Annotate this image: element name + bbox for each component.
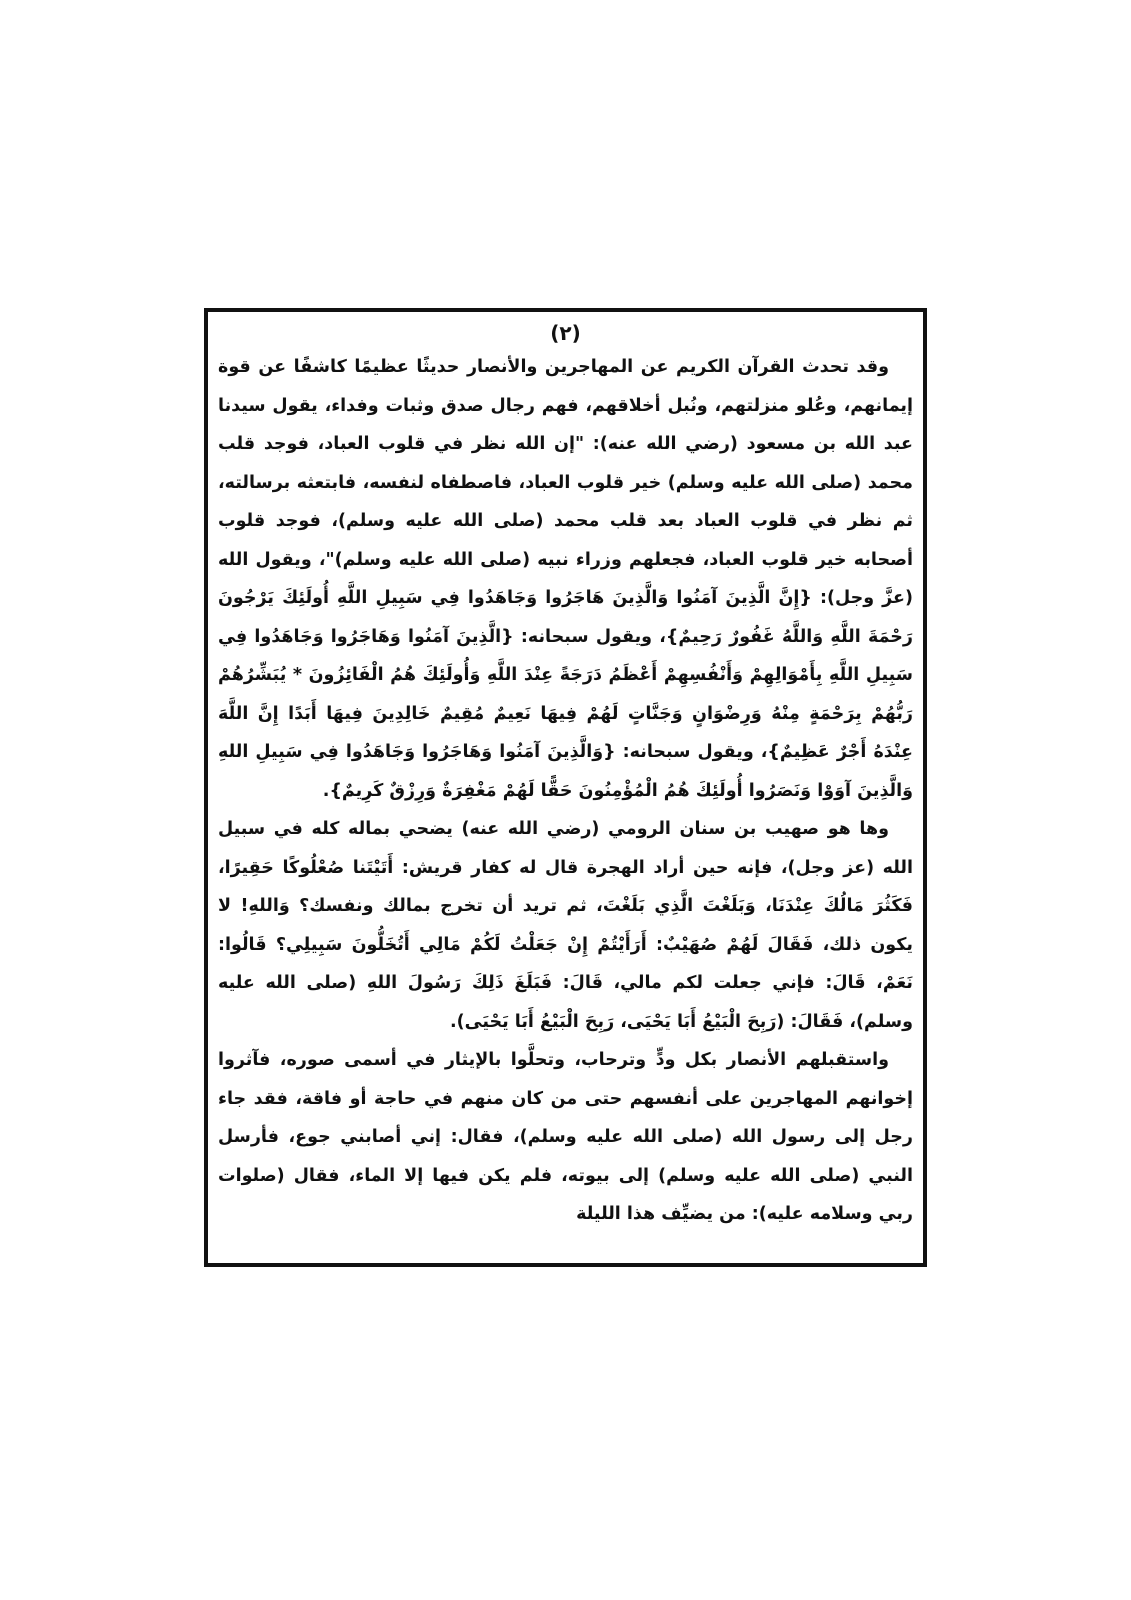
paragraph-muhajirun-ansar: وقد تحدث القرآن الكريم عن المهاجرين والأنصار حديثًا عظيمًا كاشفًا عن قوة إيمانهم، وعُلو منزلتهم، ونُبل أخلاقهم، فهم رجال صدق وثبات وفداء، يقول سيدنا عبد الله بن مسعود (رضي الله عنه): "إن الله نظر في قلوب العباد، فوجد قلب محمد (صلى الله عليه وسلم) خير قلوب العباد، فاصطفاه لنفسه، فابتعثه برسالته، ثم نظر في قلوب العباد بعد قلب محمد (صلى الله عليه وسلم)، فوجد قلوب أصحابه خير قلوب العباد، فجعلهم وزراء نبيه (صلى الله عليه وسلم)"، ويقول الله (عزَّ وجل): {إِنَّ الَّذِينَ آمَنُوا وَالَّذِينَ هَاجَرُوا وَجَاهَدُوا فِي سَبِيلِ اللَّهِ أُولَئِكَ يَرْجُونَ رَحْمَةَ اللَّهِ وَاللَّهُ غَفُورٌ رَحِيمٌ}، ويقول سبحانه: {الَّذِينَ آمَنُوا وَهَاجَرُوا وَجَاهَدُوا فِي سَبِيلِ اللَّهِ بِأَمْوَالِهِمْ وَأَنْفُسِهِمْ أَعْظَمُ دَرَجَةً عِنْدَ اللَّهِ وَأُولَئِكَ هُمُ الْفَائِزُونَ * يُبَشِّرُهُمْ رَبُّهُمْ بِرَحْمَةٍ مِنْهُ وَرِضْوَانٍ وَجَنَّاتٍ لَهُمْ فِيهَا نَعِيمٌ مُقِيمٌ خَالِدِينَ فِيهَا أَبَدًا إِنَّ اللَّهَ عِنْدَهُ أَجْرٌ عَظِيمٌ}، ويقول سبحانه: {وَالَّذِينَ آمَنُوا وَهَاجَرُوا وَجَاهَدُوا فِي سَبِيلِ اللهِ وَالَّذِينَ آوَوْا وَنَصَرُوا أُولَئِكَ هُمُ الْمُؤْمِنُونَ حَقًّا لَهُمْ مَغْفِرَةٌ وَرِزْقٌ كَرِيمٌ}. bbox=[218, 357, 913, 801]
page-frame bbox=[204, 308, 927, 1267]
paragraph-ansar-ithar: واستقبلهم الأنصار بكل ودٍّ وترحاب، وتحلَّوا بالإيثار في أسمى صوره، فآثروا إخوانهم المهاجرين على أنفسهم حتى من كان منهم في حاجة أو فاقة، فقد جاء رجل إلى رسول الله (صلى الله عليه وسلم)، فقال: إني أصابني جوع، فأرسل النبي (صلى الله عليه وسلم) إلى بيوته، فلم يكن فيها إلا الماء، فقال (صلوات ربي وسلامه عليه): من يضيِّف هذا الليلة bbox=[218, 1050, 913, 1224]
body-text bbox=[218, 348, 913, 1234]
paragraph-suhaib: وها هو صهيب بن سنان الرومي (رضي الله عنه) يضحي بماله كله في سبيل الله (عز وجل)، فإنه حين أراد الهجرة قال له كفار قريش: أَتَيْتَنا صُعْلُوكًا حَقِيرًا، فَكَثُرَ مَالُكَ عِنْدَنَا، وَبَلَغْتَ الَّذِي بَلَغْتَ، ثم تريد أن تخرج بمالك ونفسك؟ وَاللهِ! لا يكون ذلك، فَقَالَ لَهُمْ صُهَيْبٌ: أَرَأَيْتُمْ إِنْ جَعَلْتُ لَكُمْ مَالِي أَتُخَلُّونَ سَبِيلِي؟ قَالُوا: نَعَمْ، قَالَ: فإني جعلت لكم مالي، قَالَ: فَبَلَغَ ذَلِكَ رَسُولَ اللهِ (صلى الله عليه وسلم)، فَقَالَ: (رَبِحَ الْبَيْعُ أَبَا يَحْيَى، رَبِحَ الْبَيْعُ أَبَا يَحْيَى). bbox=[218, 819, 913, 1032]
page-number: (٢) bbox=[550, 321, 581, 345]
